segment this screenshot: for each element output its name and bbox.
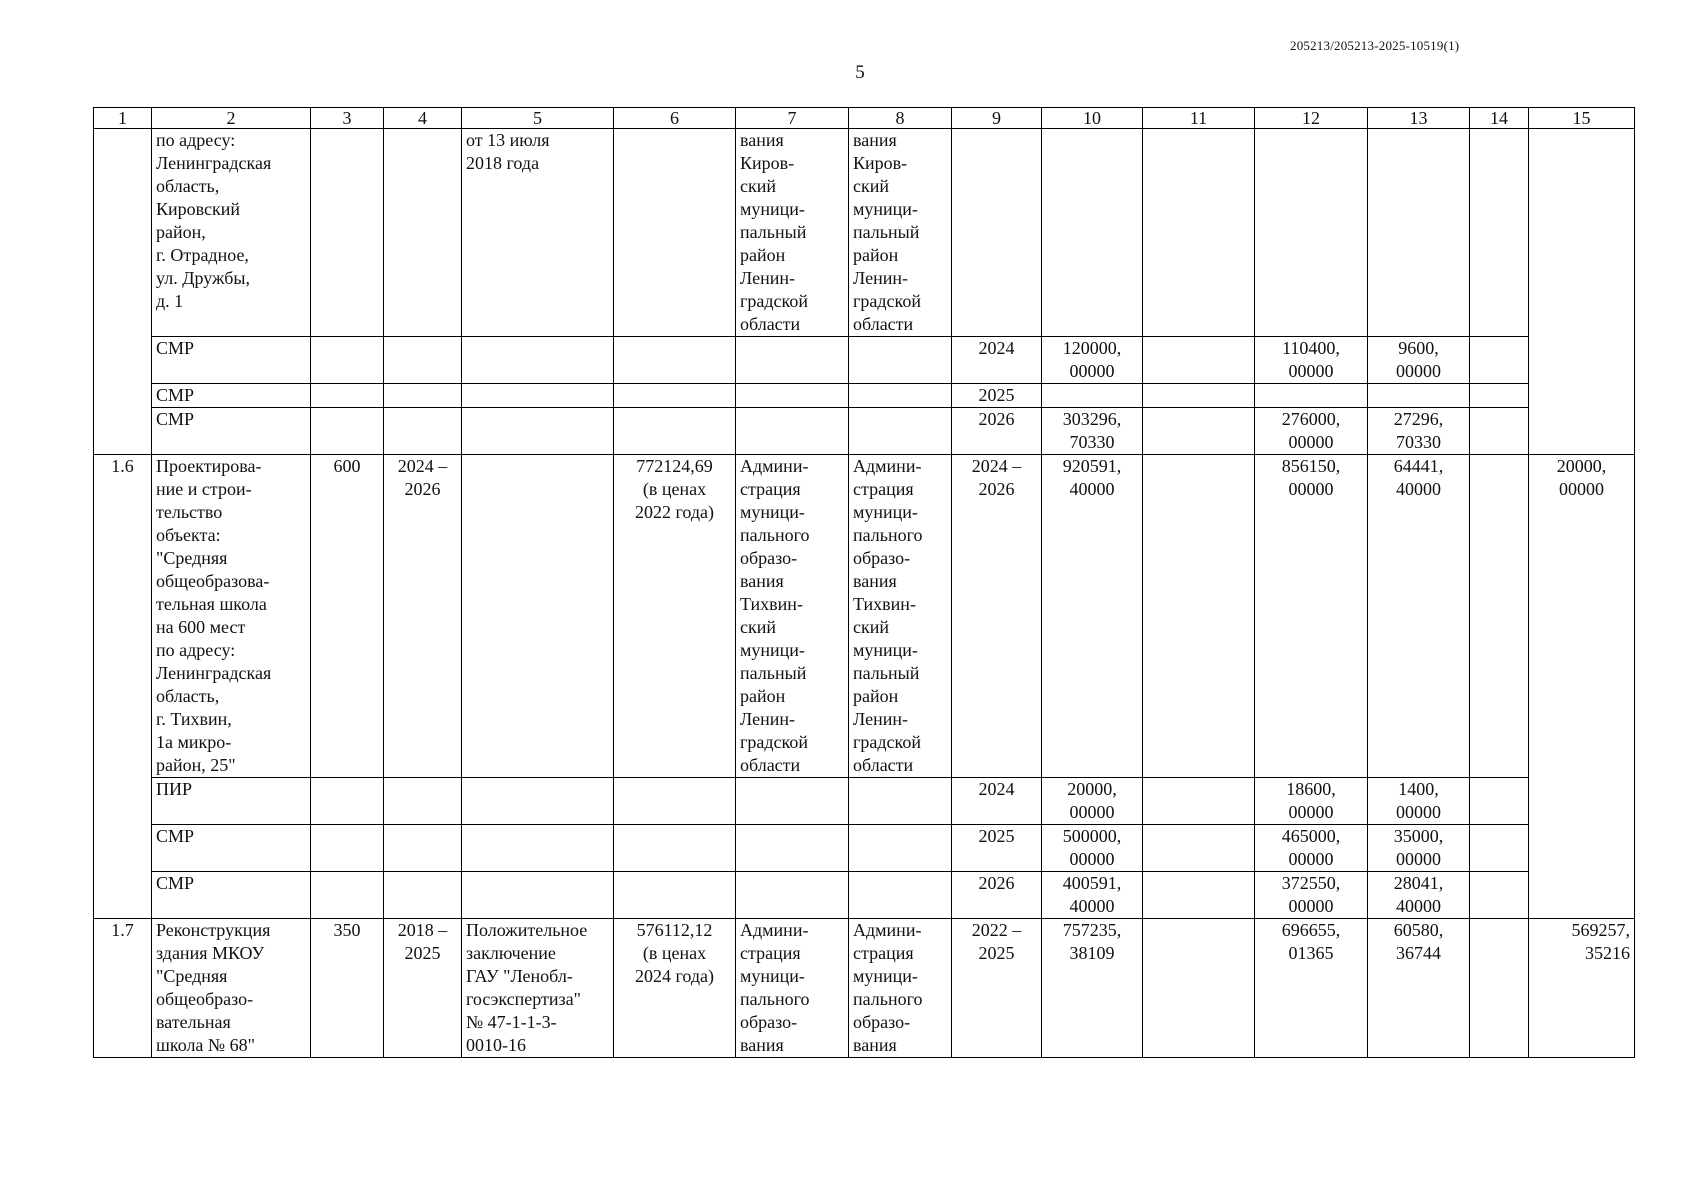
table-row xyxy=(94,872,1635,919)
regional-cell: 110400, 00000 xyxy=(1255,337,1368,384)
local-cell: 64441, 40000 xyxy=(1368,455,1470,778)
local-cell: 9600, 00000 xyxy=(1368,337,1470,384)
col-header: 12 xyxy=(1255,108,1368,129)
total-cell: 400591, 40000 xyxy=(1042,872,1143,919)
object-name-cell: Проектирова- ние и строи- тельство объекта: "Средняя общеобразова- тельная школа на 600 мест по адресу: Ленинградская область, г. Тихвин, 1а микро- район, 25" xyxy=(152,455,311,778)
investment-table xyxy=(93,107,1635,1058)
col-header: 15 xyxy=(1529,108,1635,129)
developer-cell: Админи- страция муници- пального образо- вания Тихвин- ский муници- пальный район Ленин- градской области xyxy=(849,455,952,778)
local-cell: 1400, 00000 xyxy=(1368,778,1470,825)
col-header: 3 xyxy=(311,108,384,129)
expertise-cell: Положительное заключение ГАУ "Ленобл- госэкспертиза" № 47-1-1-3- 0010-16 xyxy=(462,919,614,1058)
col-header: 1 xyxy=(94,108,152,129)
regional-cell: 18600, 00000 xyxy=(1255,778,1368,825)
year-cell: 2025 xyxy=(952,384,1042,408)
regional-cell: 856150, 00000 xyxy=(1255,455,1368,778)
row-number-cell: 1.6 xyxy=(94,455,152,919)
period-cell: 2018 – 2025 xyxy=(384,919,462,1058)
total-cell: 20000, 00000 xyxy=(1042,778,1143,825)
row-number-cell: 1.7 xyxy=(94,919,152,1058)
expertise-cell: от 13 июля 2018 года xyxy=(462,129,614,337)
table-row xyxy=(94,384,1635,408)
capacity-cell: 600 xyxy=(311,455,384,778)
local-cell: 28041, 40000 xyxy=(1368,872,1470,919)
year-cell: 2024 xyxy=(952,337,1042,384)
col-header: 6 xyxy=(614,108,736,129)
year-cell: 2026 xyxy=(952,408,1042,455)
col-header: 8 xyxy=(849,108,952,129)
total-cell xyxy=(1042,384,1143,408)
spent-cell: 569257, 35216 xyxy=(1529,919,1635,1058)
table-row xyxy=(94,455,1635,778)
header-row xyxy=(94,108,1635,129)
regional-cell: 465000, 00000 xyxy=(1255,825,1368,872)
year-cell: 2024 xyxy=(952,778,1042,825)
regional-cell: 276000, 00000 xyxy=(1255,408,1368,455)
col-header: 11 xyxy=(1143,108,1255,129)
total-cell: 920591, 40000 xyxy=(1042,455,1143,778)
capacity-cell: 350 xyxy=(311,919,384,1058)
regional-cell xyxy=(1255,384,1368,408)
customer-cell: Админи- страция муници- пального образо- вания Тихвин- ский муници- пальный район Ленин- градской области xyxy=(736,455,849,778)
expertise-cell xyxy=(462,455,614,778)
regional-cell: 696655, 01365 xyxy=(1255,919,1368,1058)
table-row xyxy=(94,825,1635,872)
document-id: 205213/205213-2025-10519(1) xyxy=(1290,38,1460,53)
stage-cell: СМР xyxy=(152,408,311,455)
total-cell: 500000, 00000 xyxy=(1042,825,1143,872)
local-cell: 35000, 00000 xyxy=(1368,825,1470,872)
stage-cell: СМР xyxy=(152,872,311,919)
stage-cell: СМР xyxy=(152,825,311,872)
spent-cell: 20000, 00000 xyxy=(1529,455,1635,919)
year-cell: 2025 xyxy=(952,825,1042,872)
total-cell: 757235, 38109 xyxy=(1042,919,1143,1058)
table-row xyxy=(94,919,1635,1058)
year-cell: 2026 xyxy=(952,872,1042,919)
total-cell: 303296, 70330 xyxy=(1042,408,1143,455)
local-cell: 27296, 70330 xyxy=(1368,408,1470,455)
table-row xyxy=(94,337,1635,384)
cost-cell: 576112,12 (в ценах 2024 года) xyxy=(614,919,736,1058)
period-cell: 2024 – 2026 xyxy=(384,455,462,778)
col-header: 4 xyxy=(384,108,462,129)
stage-cell: ПИР xyxy=(152,778,311,825)
table-row xyxy=(94,408,1635,455)
years-cell: 2022 – 2025 xyxy=(952,919,1042,1058)
object-name-cell: Реконструкция здания МКОУ "Средняя общеобразо- вательная школа № 68" xyxy=(152,919,311,1058)
col-header: 7 xyxy=(736,108,849,129)
col-header: 5 xyxy=(462,108,614,129)
col-header: 10 xyxy=(1042,108,1143,129)
table-row xyxy=(94,129,1635,337)
col-header: 2 xyxy=(152,108,311,129)
regional-cell: 372550, 00000 xyxy=(1255,872,1368,919)
object-name-cell: по адресу: Ленинградская область, Кировский район, г. Отрадное, ул. Дружбы, д. 1 xyxy=(152,129,311,337)
col-header: 13 xyxy=(1368,108,1470,129)
row-number-cell xyxy=(94,129,152,455)
developer-cell: Админи- страция муници- пального образо- вания xyxy=(849,919,952,1058)
customer-cell: вания Киров- ский муници- пальный район Ленин- градской области xyxy=(736,129,849,337)
total-cell: 120000, 00000 xyxy=(1042,337,1143,384)
customer-cell: Админи- страция муници- пального образо- вания xyxy=(736,919,849,1058)
page-number: 5 xyxy=(855,62,865,83)
stage-cell: СМР xyxy=(152,337,311,384)
local-cell: 60580, 36744 xyxy=(1368,919,1470,1058)
cost-cell: 772124,69 (в ценах 2022 года) xyxy=(614,455,736,778)
col-header: 9 xyxy=(952,108,1042,129)
local-cell xyxy=(1368,384,1470,408)
table-row xyxy=(94,778,1635,825)
col-header: 14 xyxy=(1470,108,1529,129)
years-cell: 2024 – 2026 xyxy=(952,455,1042,778)
developer-cell: вания Киров- ский муници- пальный район Ленин- градской области xyxy=(849,129,952,337)
stage-cell: СМР xyxy=(152,384,311,408)
